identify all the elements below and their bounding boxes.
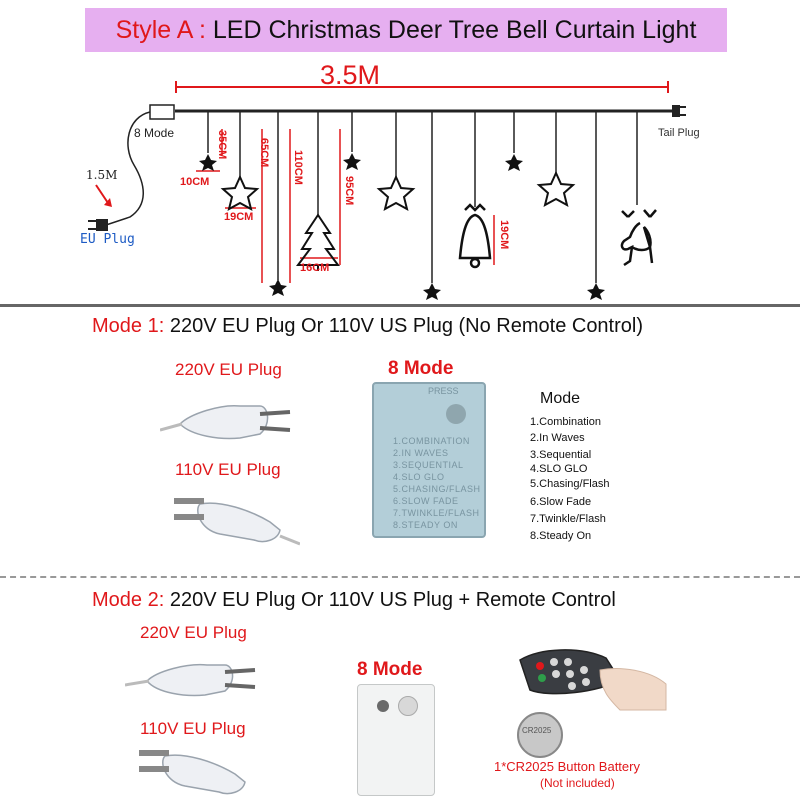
eu-plug-icon [125,645,265,707]
controller-line: 1.COMBINATION [393,436,470,446]
dimension-19cm: 19CM [224,211,254,223]
drop-wires [208,111,637,283]
curtain-length-label: 3.5M [320,60,381,90]
controller-line: 4.SLO GLO [393,472,445,482]
controller-label: 8 Mode [134,126,175,140]
tail-plug-icon [672,105,686,117]
mode-2-controller-box [357,684,435,796]
tail-plug-label: Tail Plug [658,127,700,139]
battery-marking: CR2025 [522,726,552,735]
controller-led-icon [377,700,389,712]
banner-heading [85,8,727,52]
eu-plug-label: EU Plug [80,232,135,247]
controller-line: 6.SLOW FADE [393,496,459,506]
controller-line: 2.IN WAVES [393,448,449,458]
mode-2-eu-plug-label: 220V EU Plug [140,623,247,642]
section-divider [0,576,800,578]
dimension-110cm: 110CM [292,150,304,185]
mode-list-item: 5.Chasing/Flash [530,478,610,490]
us-plug-icon [160,484,300,554]
star-icon [587,283,605,300]
controller-line: 7.TWINKLE/FLASH [393,508,480,518]
mode-list-item: 3.Sequential [530,449,592,461]
mode-1-us-plug-label: 110V EU Plug [175,460,281,479]
eu-plug-icon [160,384,300,454]
red-pointer-arrow [96,185,112,207]
mode-list-item: 2.In Waves [530,432,585,444]
controller-line: 5.CHASING/FLASH [393,484,481,494]
controller-button-icon [398,696,418,716]
controller-press-badge: PRESS [428,386,459,396]
controller-line: 3.SEQUENTIAL [393,460,464,470]
mode-list-item: 4.SLO GLO [530,463,588,475]
dimension-10cm: 10CM [180,176,210,188]
mode-1-number: Mode 1: [92,315,165,337]
star-icon [505,154,523,171]
dimension-16cm: 16CM [300,262,330,274]
reindeer-icon [622,210,656,265]
mode-list-title: Mode [540,390,581,407]
banner-product-title: LED Christmas Deer Tree Bell Curtain Light [212,16,697,44]
mode-2-number: Mode 2: [92,589,165,611]
controller-press-button-icon [446,404,466,424]
controller-line: 8.STEADY ON [393,520,458,530]
coin-battery-icon [517,712,563,758]
banner-style-label: Style A : [115,16,213,44]
star-icon [199,154,217,171]
battery-not-included-note: (Not included) [540,776,615,790]
controller-box-icon [150,105,174,119]
mode-2-description: 220V EU Plug Or 110V US Plug + Remote Control [169,589,616,611]
mode-1-eu-plug-label: 220V EU Plug [175,360,282,379]
curtain-light-diagram [0,55,800,305]
mode-1-description: 220V EU Plug Or 110V US Plug (No Remote Control) [169,315,644,337]
mode-2-heading [92,589,616,612]
bell-icon [460,205,490,267]
mode-list-item: 1.Combination [530,416,601,428]
length-dimension-arrow [176,81,668,93]
mode-1-heading [92,315,643,338]
dimension-95cm: 95CM [343,176,355,206]
section-divider [0,304,800,307]
star-outline-icon [379,177,413,209]
us-plug-icon [125,740,265,798]
star-outline-icon [539,173,573,205]
dimension-35cm: 35CM [216,130,228,160]
mode-2-controller-label: 8 Mode [357,659,423,680]
cable-length-label: 1.5M [86,168,118,182]
mode-list-item: 6.Slow Fade [530,496,592,508]
star-icon [269,279,287,296]
dimension-bell-19cm: 19CM [498,220,510,250]
mode-list-item: 8.Steady On [530,530,592,542]
star-icon [343,153,361,170]
mode-1-controller-label: 8 Mode [388,358,454,379]
star-icon [423,283,441,300]
remote-control-icon [510,640,670,720]
mode-2-us-plug-label: 110V EU Plug [140,719,246,738]
dimension-65cm: 65CM [258,138,270,168]
battery-note: 1*CR2025 Button Battery [494,759,640,774]
mode-list-item: 7.Twinkle/Flash [530,513,606,525]
star-outline-icon [223,177,257,209]
eu-plug-icon [88,219,108,231]
